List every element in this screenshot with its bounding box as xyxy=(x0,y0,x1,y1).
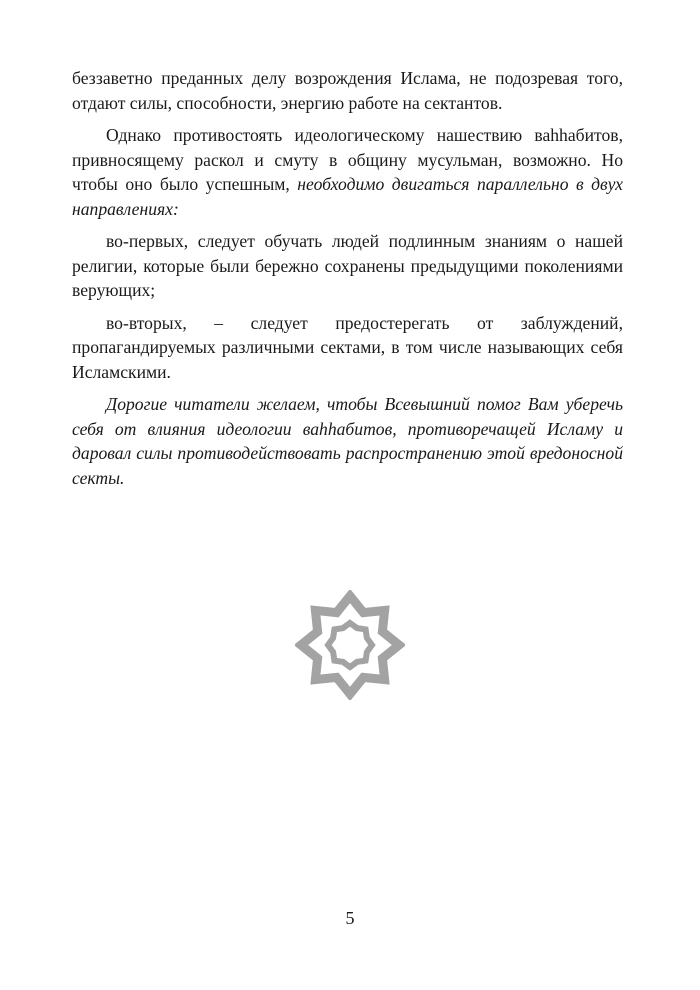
page-number: 5 xyxy=(345,908,355,928)
paragraph-second-direction: во-вторых, – следует предостерегать от заблуждений, пропагандируемых различными сектами, в том числе называющих себя Исламскими. xyxy=(72,312,623,382)
paragraph-italic-text: необходимо двигаться параллельно в двух направлениях: xyxy=(72,174,623,219)
paragraph-plain-text: Однако противостоять идеологическому нашествию ваhhабитов, привносящему раскол и смуту в общину мусульман, возможно. Но чтобы оно было успешным, xyxy=(72,125,623,194)
eight-point-star-ornament-icon xyxy=(295,590,405,700)
paragraph-counter-sect xyxy=(72,123,623,221)
paragraph-readers-wish: Дорогие читатели желаем, чтобы Всевышний помог Вам уберечь себя от влияния идеологии ваhhабитов, противоречащей Исламу и даровал силы противодействовать распространению этой вредоносной секты. xyxy=(72,394,623,488)
paragraph-continuation: беззаветно преданных делу возрождения Ислама, не подозревая того, отдают силы, способности, энергию работе на сектантов. xyxy=(72,68,623,113)
paragraph-first-direction: во-первых, следует обучать людей подлинным знаниям о нашей религии, которые были бережно сохранены предыдущими поколениями верующих; xyxy=(72,231,623,300)
page-body xyxy=(72,66,623,498)
